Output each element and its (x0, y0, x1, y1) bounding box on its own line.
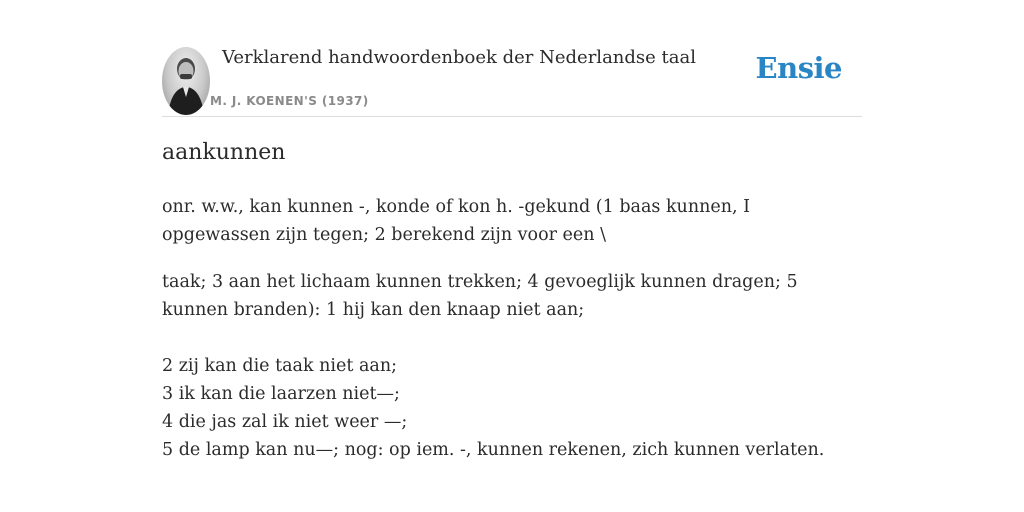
definition-paragraph: taak; 3 aan het lichaam kunnen trekken; 4 gevoeglijk kunnen dragen; 5 kunnen branden): 1 hij kan den knaap niet aan; (162, 272, 798, 320)
example-line: 2 zij kan die taak niet aan; (162, 356, 398, 376)
entry-definition (162, 193, 852, 464)
book-title: Verklarend handwoordenboek der Nederlandse taal (222, 47, 696, 68)
author-label: M. J. KOENEN'S (1937) (210, 94, 369, 108)
example-line: 3 ik kan die laarzen niet—; (162, 384, 400, 404)
dictionary-header (162, 46, 862, 117)
example-line: 5 de lamp kan nu—; nog: op iem. -, kunnen rekenen, zich kunnen verlaten. (162, 440, 825, 460)
author-portrait-icon (162, 47, 210, 115)
example-line: 4 die jas zal ik niet weer —; (162, 412, 408, 432)
definition-paragraph: onr. w.w., kan kunnen -, konde of kon h. -gekund (1 baas kunnen, I opgewassen zijn tegen; 2 berekend zijn voor een \ (162, 197, 751, 245)
entry-headword: aankunnen (162, 140, 286, 165)
ensie-logo-link[interactable]: Ensie (755, 51, 842, 85)
example-list (162, 352, 852, 464)
